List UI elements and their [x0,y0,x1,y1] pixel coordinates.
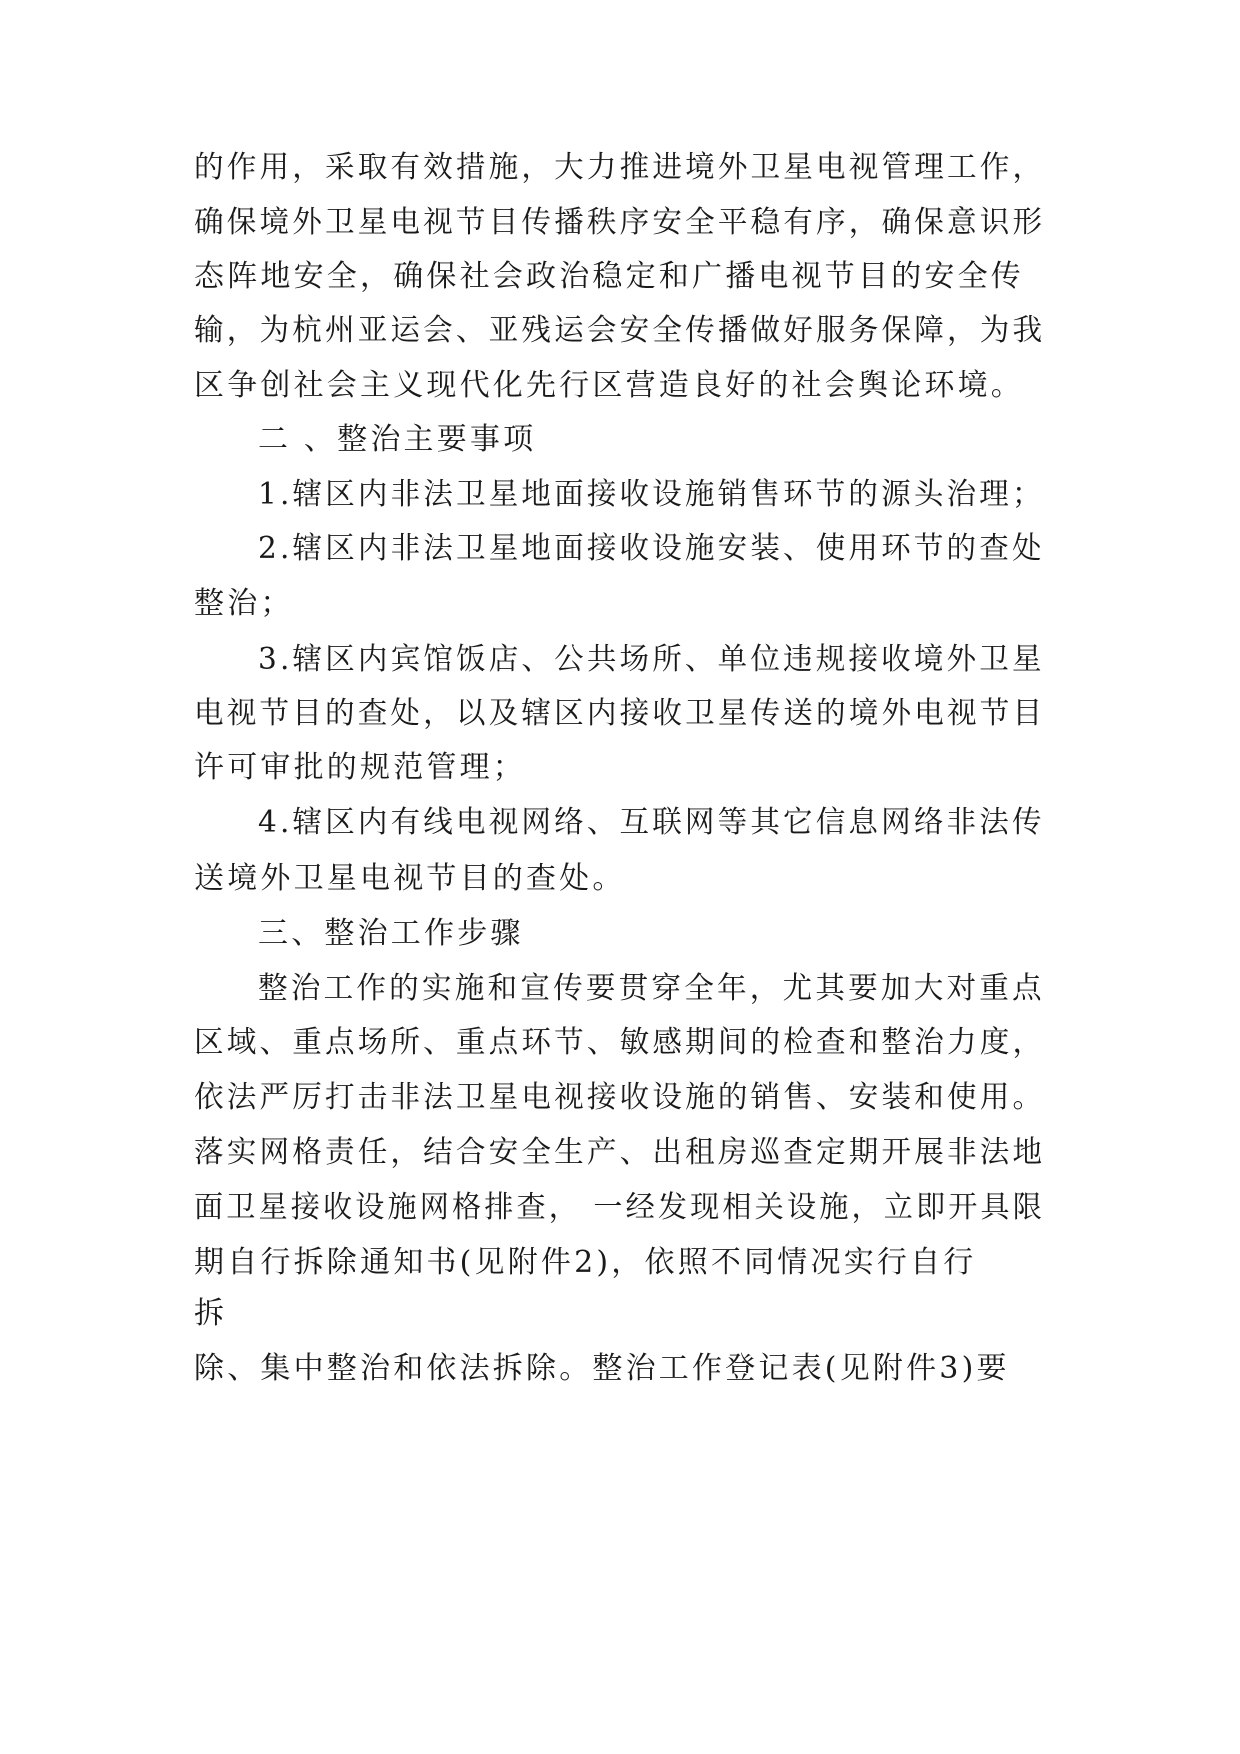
text-line: 1.辖区内非法卫星地面接收设施销售环节的源头治理； [258,477,1045,512]
text-line: 落实网格责任，结合安全生产、出租房巡查定期开展非法地 [194,1135,1046,1170]
text-line: 期自行拆除通知书(见附件2)，依照不同情况实行自行 [194,1245,977,1280]
text-line: 拆 [194,1296,228,1331]
text-line: 除、集中整治和依法拆除。整治工作登记表(见附件3)要 [194,1351,1010,1386]
text-line: 面卫星接收设施网格排查， 一经发现相关设施，立即开具限 [194,1190,1045,1225]
text-line: 区争创社会主义现代化先行区营造良好的社会舆论环境。 [194,368,1024,403]
section-heading: 三、整治工作步骤 [258,916,524,951]
text-line: 输，为杭州亚运会、亚残运会安全传播做好服务保障，为我 [194,313,1046,348]
text-line: 2.辖区内非法卫星地面接收设施安装、使用环节的查处 [258,531,1045,566]
text-line: 4.辖区内有线电视网络、互联网等其它信息网络非法传 [258,805,1045,840]
text-line: 送境外卫星电视节目的查处。 [194,861,626,896]
text-line: 电视节目的查处，以及辖区内接收卫星传送的境外电视节目 [194,696,1046,731]
text-line: 依法严厉打击非法卫星电视接收设施的销售、安装和使用。 [194,1080,1046,1115]
text-line: 确保境外卫星电视节目传播秩序安全平稳有序，确保意识形 [194,205,1046,240]
text-line: 整治工作的实施和宣传要贯穿全年，尤其要加大对重点 [258,971,1045,1006]
text-line: 许可审批的规范管理； [194,750,526,785]
section-heading: 二 、整治主要事项 [258,422,537,457]
text-line: 的作用，采取有效措施，大力推进境外卫星电视管理工作， [194,150,1046,185]
text-line: 整治； [194,586,294,621]
text-line: 3.辖区内宾馆饭店、公共场所、单位违规接收境外卫星 [258,642,1045,677]
text-line: 区域、重点场所、重点环节、敏感期间的检查和整治力度， [194,1025,1046,1060]
text-line: 态阵地安全，确保社会政治稳定和广播电视节目的安全传 [194,259,1024,294]
